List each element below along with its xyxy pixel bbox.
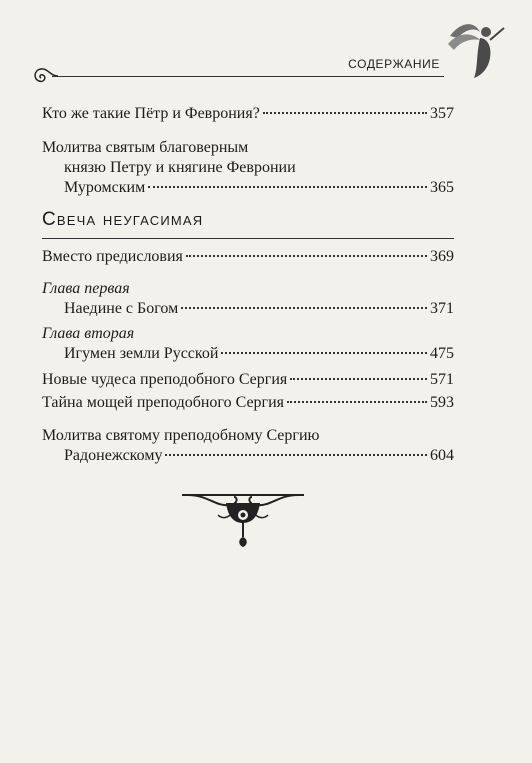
page-number: 357 [430,105,454,122]
toc-entry[interactable] [42,138,454,198]
header-title: СОДЕРЖАНИЕ [348,57,440,71]
dot-leader [221,352,427,354]
entry-title: Радонежскому [64,447,163,464]
section-title: Свеча неугасимая [42,209,204,230]
toc [42,0,454,763]
page-number: 593 [430,394,454,411]
chapter-label: Глава первая [42,280,130,297]
dot-leader [148,186,427,188]
entry-title: Муромским [64,179,146,196]
toc-entry[interactable] [42,104,454,124]
page-number: 371 [430,300,454,317]
toc-entry[interactable] [42,370,454,390]
dot-leader [186,255,427,257]
section-rule [42,238,454,239]
dot-leader [287,401,427,403]
toc-entry[interactable] [42,324,454,364]
toc-entry[interactable] [42,393,454,413]
entry-title: Кто же такие Пётр и Феврония? [42,105,260,122]
page-number: 475 [430,345,454,362]
page-number: 604 [430,447,454,464]
dot-leader [181,307,427,309]
entry-title: князю Петру и княгине Февронии [64,159,296,176]
entry-title: Наедине с Богом [64,300,179,317]
entry-title: Молитва святому преподобному Сергию [42,427,320,444]
page-number: 369 [430,248,454,265]
chapter-label: Глава вторая [42,325,135,342]
page-number: 365 [430,179,454,196]
entry-title: Тайна мощей преподобного Сергия [42,394,285,411]
entry-title: Новые чудеса преподобного Сергия [42,371,288,388]
entry-title: Игумен земли Русской [64,345,219,362]
entry-title: Молитва святым благоверным [42,139,249,156]
dot-leader [263,112,427,114]
floral-ornament-icon [178,489,308,551]
dot-leader [165,454,427,456]
entry-title: Вместо предисловия [42,248,183,265]
toc-entry[interactable] [42,426,454,466]
dot-leader [290,378,427,380]
toc-entry[interactable] [42,247,454,267]
toc-entry[interactable] [42,279,454,319]
page-number: 571 [430,371,454,388]
